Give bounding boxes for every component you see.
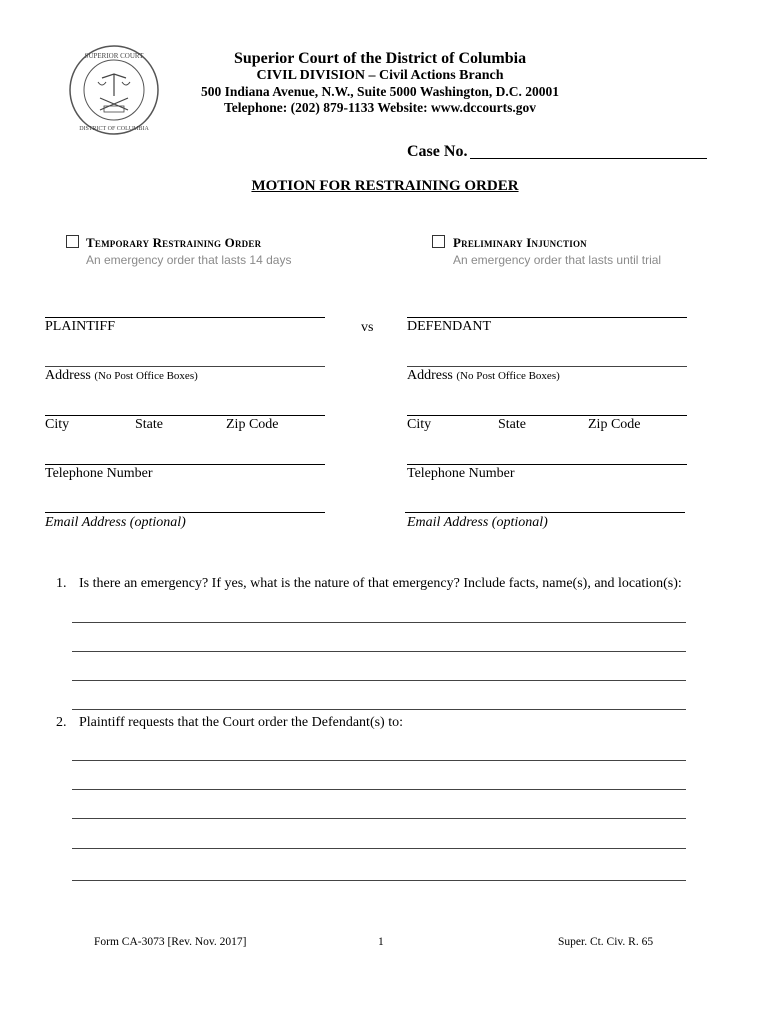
answer-2-line-4[interactable] [72,848,686,849]
plaintiff-phone-label: Telephone Number [45,466,153,481]
question-1-text: Is there an emergency? If yes, what is the nature of that emergency? Include facts, name(s), and location(s): [79,576,682,591]
defendant-address-label: Address (No Post Office Boxes) [407,368,560,383]
court-address: 500 Indiana Avenue, N.W., Suite 5000 Washington, D.C. 20001 [201,84,559,99]
answer-2-line-5[interactable] [72,880,686,881]
answer-1-line-4[interactable] [72,709,686,710]
plaintiff-label: PLAINTIFF [45,319,116,334]
pi-label: Preliminary Injunction [453,235,587,250]
question-2-text: Plaintiff requests that the Court order the Defendant(s) to: [79,715,403,730]
question-1-number: 1. [56,576,67,591]
defendant-email-label: Email Address (optional) [407,515,548,530]
defendant-city-label: City [407,417,432,432]
defendant-phone-field[interactable] [407,464,687,465]
defendant-label: DEFENDANT [407,319,491,334]
footer-rule: Super. Ct. Civ. R. 65 [558,936,654,948]
court-name: Superior Court of the District of Columbia [233,50,527,67]
case-no-field[interactable] [470,158,707,159]
defendant-address-field[interactable] [407,366,687,367]
answer-2-line-3[interactable] [72,818,686,819]
pi-description: An emergency order that lasts until trial [453,253,662,267]
case-no-label: Case No. [407,143,468,160]
plaintiff-email-field[interactable] [45,512,325,513]
plaintiff-phone-field[interactable] [45,464,325,465]
plaintiff-state-label: State [135,417,163,432]
vs-text: vs [361,320,374,335]
court-telephone: Telephone: (202) 879-1133 Website: www.dccourts.gov [224,100,536,115]
defendant-phone-label: Telephone Number [407,466,515,481]
footer-form-number: Form CA-3073 [Rev. Nov. 2017] [94,936,247,948]
svg-text:DISTRICT OF COLUMBIA: DISTRICT OF COLUMBIA [79,126,149,132]
defendant-zip-label: Zip Code [588,417,641,432]
division: CIVIL DIVISION – Civil Actions Branch [256,68,504,83]
defendant-email-field[interactable] [405,512,685,513]
plaintiff-city-state-zip-field[interactable] [45,415,325,416]
defendant-state-label: State [498,417,526,432]
answer-2-line-2[interactable] [72,789,686,790]
form-title: MOTION FOR RESTRAINING ORDER [251,178,519,194]
plaintiff-name-field[interactable] [45,317,325,318]
tro-label: Temporary Restraining Order [86,235,262,250]
plaintiff-address-field[interactable] [45,366,325,367]
answer-2-line-1[interactable] [72,760,686,761]
plaintiff-email-label: Email Address (optional) [45,515,186,530]
tro-checkbox[interactable] [66,235,79,248]
answer-1-line-3[interactable] [72,680,686,681]
answer-1-line-2[interactable] [72,651,686,652]
court-seal [68,44,160,136]
defendant-city-state-zip-field[interactable] [407,415,687,416]
question-2-number: 2. [56,715,67,730]
plaintiff-zip-label: Zip Code [226,417,279,432]
plaintiff-address-note: (No Post Office Boxes) [94,370,198,382]
plaintiff-city-label: City [45,417,70,432]
plaintiff-address-label: Address (No Post Office Boxes) [45,368,198,383]
defendant-name-field[interactable] [407,317,687,318]
answer-1-line-1[interactable] [72,622,686,623]
tro-description: An emergency order that lasts 14 days [86,253,292,267]
defendant-address-note: (No Post Office Boxes) [456,370,560,382]
pi-checkbox[interactable] [432,235,445,248]
footer-page-number: 1 [378,936,384,948]
svg-text:SUPERIOR COURT: SUPERIOR COURT [84,52,144,60]
